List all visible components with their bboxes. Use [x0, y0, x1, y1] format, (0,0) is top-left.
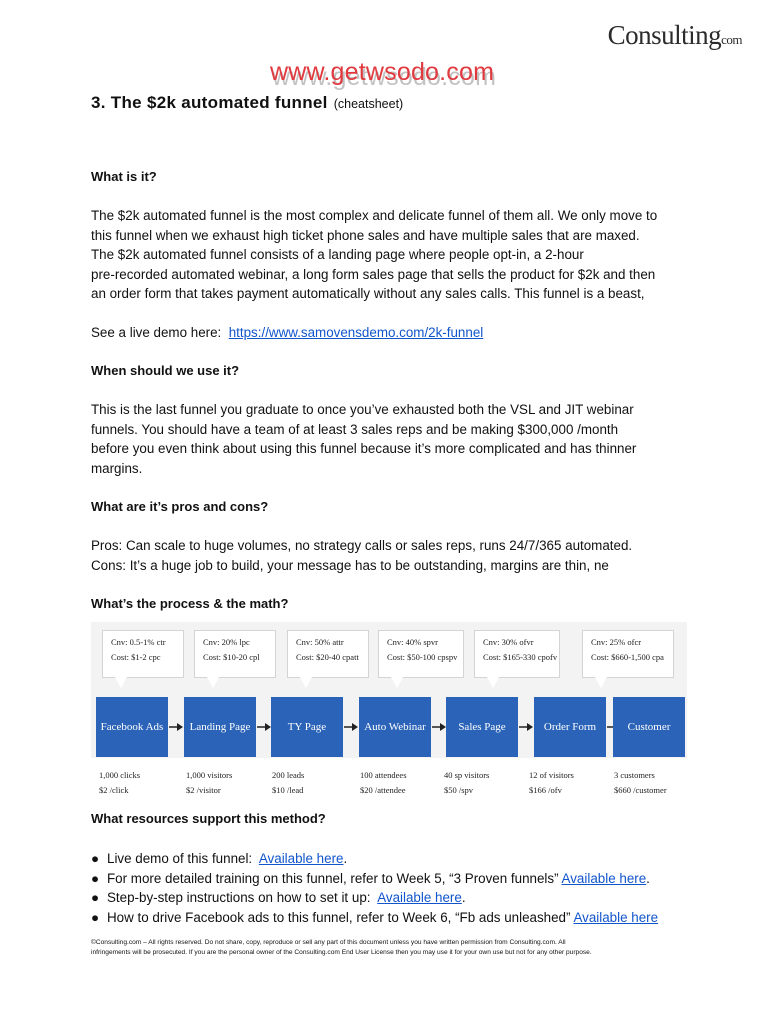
demo-line [91, 323, 691, 343]
when-line: This is the last funnel you graduate to once you’ve exhausted both the VSL and JIT webinar [91, 402, 634, 417]
funnel-stats [360, 768, 407, 798]
resource-text: Live demo of this funnel: [107, 851, 253, 866]
callout-tail [595, 677, 607, 688]
callout-cnv: Cnv: 25% ofcr [591, 637, 642, 647]
stat-cost: $166 /ofv [529, 785, 562, 795]
resource-suffix: . [646, 870, 650, 886]
resource-item [91, 869, 658, 889]
resource-text: Step-by-step instructions on how to set it up: [107, 890, 371, 905]
flow-arrow-icon [519, 723, 533, 731]
callout-cnv: Cnv: 30% ofvr [483, 637, 534, 647]
flow-arrow-icon [432, 723, 446, 731]
cons-line: Cons: It’s a huge job to build, your message has to be outstanding, margins are thin, ne [91, 557, 609, 573]
what-heading: What is it? [91, 169, 157, 184]
stat-volume: 200 leads [272, 770, 305, 780]
callout-cnv: Cnv: 20% lpc [203, 637, 250, 647]
when-line: before you even think about using this funnel because it’s more complicated and has thinner [91, 441, 637, 456]
resource-link[interactable]: Available here [573, 909, 659, 925]
conversion-callout [474, 630, 560, 678]
funnel-diagram [91, 622, 687, 800]
what-line: this funnel when we exhaust high ticket phone sales and have multiple sales that are maxed. [91, 227, 640, 243]
when-paragraph [91, 400, 691, 478]
pros-line: Pros: Can scale to huge volumes, no strategy calls or sales reps, runs 24/7/365 automated. [91, 538, 633, 553]
callout-cnv: Cnv: 0.5-1% ctr [111, 637, 166, 647]
resource-link[interactable]: Available here [377, 890, 462, 905]
flow-arrow-icon [257, 723, 271, 731]
flow-arrow-icon [169, 723, 183, 731]
title-sub: (cheatsheet) [333, 97, 404, 111]
resource-link[interactable]: Available here [258, 851, 344, 866]
demo-link[interactable]: https://www.samovensdemo.com/2k-funnel [228, 325, 484, 340]
resource-text: For more detailed training on this funnel, refer to Week 5, “3 Proven funnels” [107, 870, 559, 886]
callout-cost: Cost: $50-100 cpspv [387, 652, 458, 662]
funnel-step-box: Facebook Ads [96, 697, 168, 757]
stat-volume: 12 of visitors [529, 770, 574, 780]
copyright-footer [91, 938, 691, 958]
resource-item [91, 908, 658, 928]
funnel-step-box: Auto Webinar [359, 697, 431, 757]
stat-volume: 40 sp visitors [444, 770, 490, 780]
bullet-icon: ● [91, 851, 100, 866]
callout-tail [487, 677, 499, 688]
funnel-stats [272, 768, 304, 798]
callout-cost: Cost: $165-330 cpofv [483, 652, 558, 662]
resource-text: How to drive Facebook ads to this funnel, refer to Week 6, “Fb ads unleashed” [107, 909, 571, 925]
conversion-callout [287, 630, 369, 678]
funnel-step-box: Order Form [534, 697, 606, 757]
funnel-step-box: TY Page [271, 697, 343, 757]
when-line: margins. [91, 460, 143, 476]
funnel-step-box: Landing Page [184, 697, 256, 757]
funnel-step-box: Customer [613, 697, 685, 757]
what-line: pre-recorded automated webinar, a long form sales page that sells the product for $2k and then [91, 266, 656, 282]
funnel-step-box: Sales Page [446, 697, 518, 757]
stat-cost: $20 /attendee [360, 785, 406, 795]
callout-tail [115, 677, 127, 688]
stat-volume: 1,000 clicks [99, 770, 141, 780]
callout-tail [300, 677, 312, 688]
footer-line: infringements will be prosecuted. If you are the personal owner of the Consulting.com End User License then you may use it for your own use but not for any other purpose. [91, 949, 592, 956]
watermark-url: www.getwsodo.com [270, 58, 495, 86]
callout-tail [207, 677, 219, 688]
callout-cnv: Cnv: 50% attr [296, 637, 344, 647]
consulting-logo [608, 20, 742, 51]
stat-volume: 3 customers [614, 770, 655, 780]
callout-cnv: Cnv: 40% spvr [387, 637, 438, 647]
resource-suffix: . [461, 890, 466, 905]
what-paragraph [91, 206, 691, 304]
pros-cons-paragraph [91, 536, 691, 575]
conversion-callout [582, 630, 674, 678]
resource-suffix: . [343, 851, 348, 866]
conversion-callout [378, 630, 464, 678]
callout-tail [391, 677, 403, 688]
stat-volume: 1,000 visitors [186, 770, 233, 780]
bullet-icon: ● [91, 890, 100, 905]
stat-cost: $2 /visitor [186, 785, 221, 795]
callout-cost: Cost: $10-20 cpl [203, 652, 260, 662]
resources-heading: What resources support this method? [91, 811, 326, 826]
page-title [91, 93, 403, 113]
resource-link[interactable]: Available here [561, 870, 647, 886]
when-line: funnels. You should have a team of at least 3 sales reps and be making $300,000 /month [91, 421, 619, 437]
bullet-icon: ● [91, 870, 100, 886]
funnel-stats [614, 768, 667, 798]
demo-prefix: See a live demo here: [91, 325, 222, 340]
stat-cost: $10 /lead [272, 785, 304, 795]
title-main: 3. The $2k automated funnel [91, 93, 328, 112]
resource-item [91, 849, 658, 869]
callout-cost: Cost: $660-1,500 cpa [591, 652, 664, 662]
callout-cost: Cost: $1-2 cpc [111, 652, 161, 662]
what-line: The $2k automated funnel is the most complex and delicate funnel of them all. We only move to [91, 208, 658, 223]
process-heading: What’s the process & the math? [91, 596, 289, 611]
what-line: The $2k automated funnel consists of a landing page where people opt-in, a 2-hour [91, 247, 584, 262]
logo-suffix: com [721, 32, 742, 47]
resources-list [91, 849, 658, 927]
funnel-stats [186, 768, 232, 798]
logo-main: Consulting [607, 20, 722, 50]
stat-cost: $660 /customer [614, 785, 667, 795]
callout-cost: Cost: $20-40 cpatt [296, 652, 359, 662]
stat-volume: 100 attendees [360, 770, 407, 780]
funnel-stats [529, 768, 574, 798]
conversion-callout [102, 630, 184, 678]
stat-cost: $2 /click [99, 785, 129, 795]
conversion-callout [194, 630, 276, 678]
flow-arrow-icon [344, 723, 358, 731]
funnel-stats [444, 768, 489, 798]
pros-heading: What are it’s pros and cons? [91, 499, 269, 514]
funnel-stats [99, 768, 140, 798]
resource-item [91, 888, 658, 908]
when-heading: When should we use it? [91, 363, 240, 378]
footer-line: ©Consulting.com – All rights reserved. Do not share, copy, reproduce or sell any part of this document unless you have written permission from Consulting.com. All [91, 939, 566, 946]
bullet-icon: ● [91, 909, 100, 925]
stat-cost: $50 /spv [444, 785, 474, 795]
what-line: an order form that takes payment automatically without any sales calls. This funnel is a beast, [91, 286, 645, 301]
